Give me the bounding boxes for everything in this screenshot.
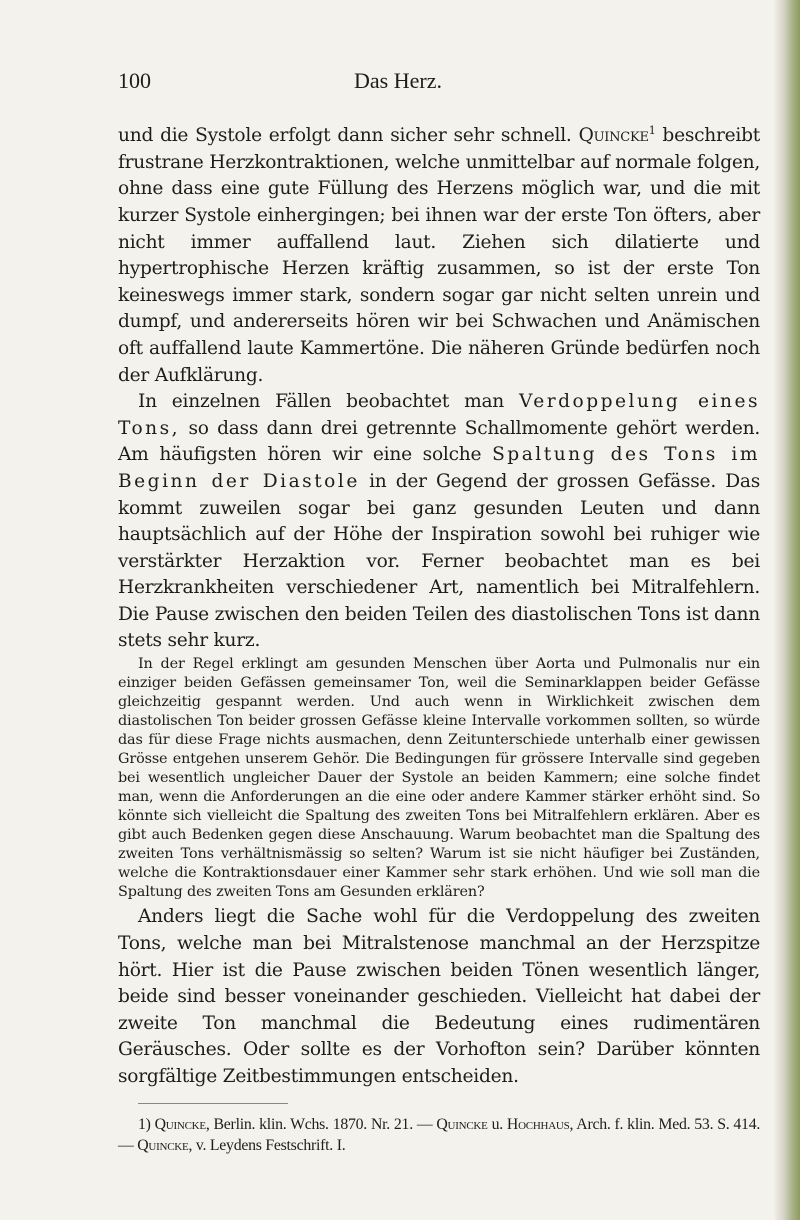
paragraph-1 xyxy=(118,118,760,389)
footnote-author-1: Quincke xyxy=(154,1115,206,1133)
emphasis-spaltung: Spaltung des Tons im Beginn der Diastole xyxy=(118,444,760,492)
footnote-ref: 1 xyxy=(648,124,656,137)
emphasis-verdoppelung: Verdoppelung eines Tons, xyxy=(118,391,760,439)
footnote-author-2: Quincke xyxy=(436,1115,488,1133)
paragraph-2-middle: so dass dann drei getrennte Schallmomente gehört werden. Am häufigsten hören wir eine solche xyxy=(118,417,760,466)
footnote-text-1: , Berlin. klin. Wchs. 1870. Nr. 21. — xyxy=(205,1115,433,1133)
footnote xyxy=(118,1114,760,1156)
page-body xyxy=(118,118,760,1156)
page-header xyxy=(118,68,678,98)
paragraph-2 xyxy=(118,389,760,655)
footnote-author-4: Quincke xyxy=(137,1136,189,1154)
paragraph-1-rest: beschreibt frustrane Herzkontraktionen, welche unmittelbar auf normale folgen, ohne dass eine gute Füllung des Herzens möglich war, und die mit kurzer Systole einhergingen; bei ihnen war der erste Ton öfters, aber nicht immer auffallend laut. Ziehen sich dilatierte und hypertrophische Herzen kräftig zusammen, so ist der erste Ton keineswegs immer stark, sondern sogar gar nicht selten unrein und dumpf, und andererseits hören wir bei Schwachen und Anämischen oft auffallend laute Kammertöne. Die näheren Gründe bedürfen noch der Aufklärung. xyxy=(118,125,760,386)
footnote-text-4: , v. Leydens Festschrift. I. xyxy=(188,1136,346,1154)
author-quincke: Quincke xyxy=(578,125,649,147)
footnote-number: 1) xyxy=(138,1115,151,1133)
footnote-author-3: Hochhaus xyxy=(506,1115,570,1133)
footnote-divider xyxy=(138,1103,288,1104)
paragraph-2-rest: in der Gegend der grossen Gefässe. Das kommt zuweilen sogar bei ganz gesunden Leuten und dann hauptsächlich auf der Höhe der Inspiration sowohl bei ruhiger wie verstärkter Herzaktion vor. Ferner beobachtet man es bei Herzkrankheiten verschiedener Art, namentlich bei Mitralfehlern. Die Pause zwischen den beiden Teilen des diastolischen Tons ist dann stets sehr kurz. xyxy=(118,470,760,652)
paragraph-1-start: und die Systole erfolgt dann sicher sehr schnell. xyxy=(118,125,572,147)
running-title: Das Herz. xyxy=(354,68,442,93)
page-number: 100 xyxy=(118,68,151,93)
page-edge-shadow xyxy=(774,0,800,1220)
paragraph-2-start: In einzelnen Fällen beobachtet man xyxy=(138,391,505,413)
footnote-text-3: , Arch. f. klin. Med. 53. S. 414. — xyxy=(118,1115,761,1154)
footnote-text-2: u. xyxy=(491,1115,503,1133)
small-print-paragraph: In der Regel erklingt am gesunden Menschen über Aorta und Pulmonalis nur ein einziger beiden Gefässen gemeinsamer Ton, weil die Seminarklappen beider Gefässe gleichzeitig gespannt werden. Und auch wenn in Wirklichkeit zwischen dem diastolischen Ton beider grossen Gefässe kleine Intervalle vorkommen sollten, so würde das für diese Frage nichts ausmachen, denn Zeitunterschiede unterhalb einer gewissen Grösse entgehen unserem Gehör. Die Bedingungen für grössere Intervalle sind gegeben bei wesentlich ungleicher Dauer der Systole an beiden Kammern; eine solche findet man, wenn die Anforderungen an die eine oder andere Kammer stärker erhöht sind. So könnte sich vielleicht die Spaltung des zweiten Tons bei Mitralfehlern erklären. Aber es gibt auch Bedenken gegen diese Anschauung. Warum beobachtet man die Spaltung des zweiten Tons verhältnismässig so selten? Warum ist sie nicht häufiger bei Zuständen, welche die Kontraktionsdauer einer Kammer sehr stark erhöhen. Und wie soll man die Spaltung des zweiten Tons am Gesunden erklären? xyxy=(118,656,760,900)
paragraph-3: Anders liegt die Sache wohl für die Verdoppelung des zweiten Tons, welche man bei Mitralstenose manchmal an der Herzspitze hört. Hier ist die Pause zwischen beiden Tönen wesentlich länger, beide sind besser voneinander geschieden. Vielleicht hat dabei der zweite Ton manchmal die Bedeutung eines rudimentären Geräusches. Oder sollte es der Vorhofton sein? Darüber könnten sorgfältige Zeitbestimmungen entscheiden. xyxy=(118,906,760,1088)
